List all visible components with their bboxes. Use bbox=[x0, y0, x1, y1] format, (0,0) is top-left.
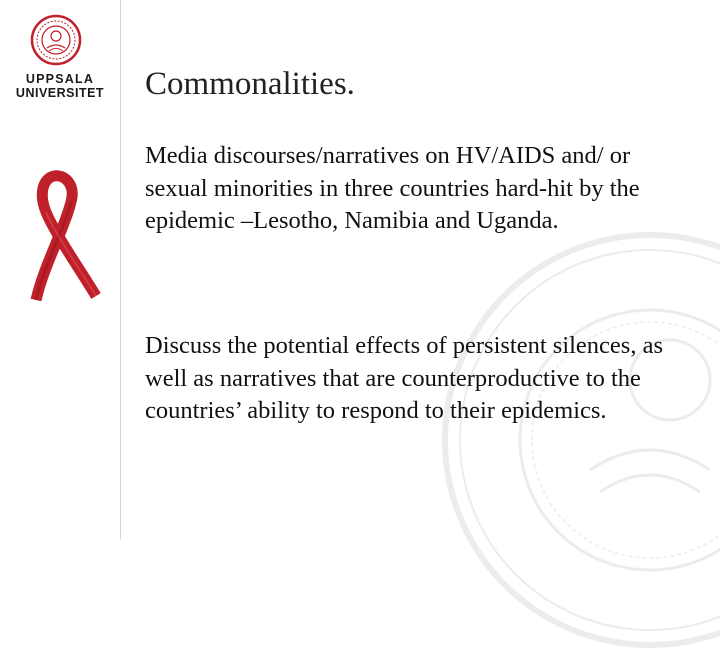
logo-sidebar bbox=[0, 0, 120, 540]
red-ribbon-icon bbox=[24, 170, 106, 302]
slide-title: Commonalities. bbox=[145, 66, 355, 102]
logo-line-universitet: UNIVERSITET bbox=[15, 86, 105, 100]
sidebar-divider bbox=[120, 0, 121, 540]
seal-watermark-icon bbox=[440, 230, 720, 650]
body-paragraph-1: Media discourses/narratives on HV/AIDS and/ or sexual minorities in three countries hard-hit by the epidemic –Lesotho, Namibia and Uganda. bbox=[145, 142, 640, 234]
logo-line-uppsala: UPPSALA bbox=[25, 72, 95, 86]
uppsala-seal-icon bbox=[30, 14, 82, 66]
body-paragraph-2: Discuss the potential effects of persistent silences, as well as narratives that are counterproductive to the countries’ ability to respond to their epidemics. bbox=[145, 332, 663, 424]
